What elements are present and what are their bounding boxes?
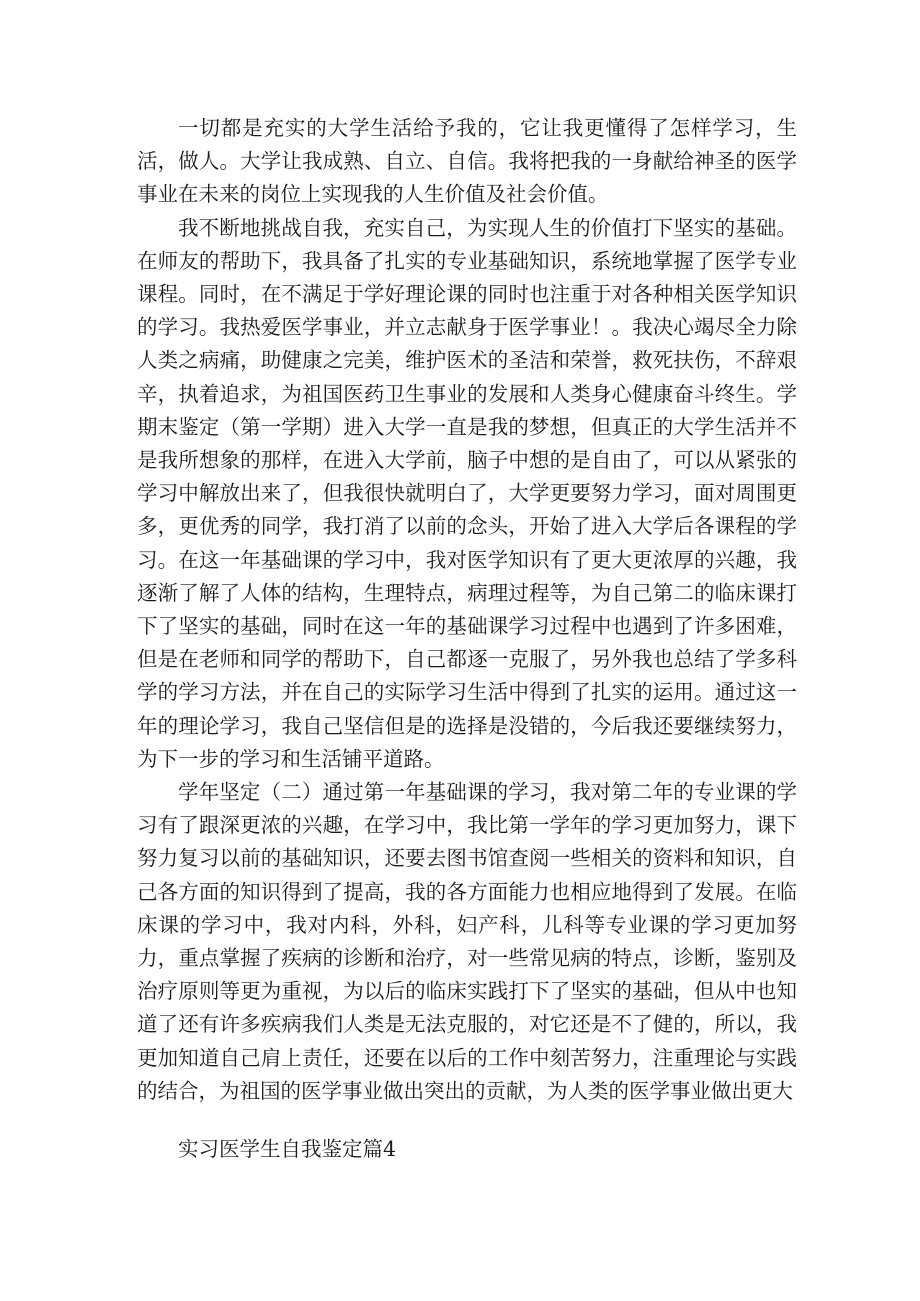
document-body bbox=[137, 112, 797, 1108]
paragraph-1: 一切都是充实的大学生活给予我的，它让我更懂得了怎样学习，生活，做人。大学让我成熟、自立、自信。我将把我的一身献给神圣的医学事业在未来的岗位上实现我的人生价值及社会价值。 bbox=[137, 116, 797, 207]
section-heading: 实习医学生自我鉴定篇4 bbox=[178, 1137, 397, 1161]
paragraph-3: 学年坚定（二）通过第一年基础课的学习，我对第二年的专业课的学习有了跟深更浓的兴趣，在学习中，我比第一学年的学习更加努力，课下努力复习以前的基础知识，还要去图书馆查阅一些相关的资料和知识，自己各方面的知识得到了提高，我的各方面能力也相应地得到了发展。在临床课的学习中，我对内科，外科，妇产科，儿科等专业课的学习更加努力，重点掌握了疾病的诊断和治疗，对一些常见病的特点，诊断，鉴别及治疗原则等更为重视，为以后的临床实践打下了坚实的基础，但从中也知道了还有许多疾病我们人类是无法克服的，对它还是不了健的，所以，我更加知道自己肩上责任，还要在以后的工作中刻苦努力，注重理论与实践的结合，为祖国的医学事业做出突出的贡献，为人类的医学事业做出更大 bbox=[137, 780, 797, 1103]
paragraph-2: 我不断地挑战自我，充实自己，为实现人生的价值打下坚实的基础。在师友的帮助下，我具备了扎实的专业基础知识，系统地掌握了医学专业课程。同时，在不满足于学好理论课的同时也注重于对各种相关医学知识的学习。我热爱医学事业，并立志献身于医学事业！。我决心竭尽全力除人类之病痛，助健康之完美，维护医术的圣洁和荣誉，救死扶伤，不辞艰辛，执着追求，为祖国医药卫生事业的发展和人类身心健康奋斗终生。学期末鉴定（第一学期）进入大学一直是我的梦想，但真正的大学生活并不是我所想象的那样，在进入大学前，脑子中想的是自由了，可以从紧张的学习中解放出来了，但我很快就明白了，大学更要努力学习，面对周围更多，更优秀的同学，我打消了以前的念头，开始了进入大学后各课程的学习。在这一年基础课的学习中，我对医学知识有了更大更浓厚的兴趣，我逐渐了解了人体的结构，生理特点，病理过程等，为自己第二的临床课打下了坚实的基础，同时在这一年的基础课学习过程中也遇到了许多困难，但是在老师和同学的帮助下，自己都逐一克服了，另外我也总结了学多科学的学习方法，并在自己的实际学习生活中得到了扎实的运用。通过这一年的理论学习，我自己坚信但是的选择是没错的，今后我还要继续努力，为下一步的学习和生活铺平道路。 bbox=[137, 215, 797, 771]
